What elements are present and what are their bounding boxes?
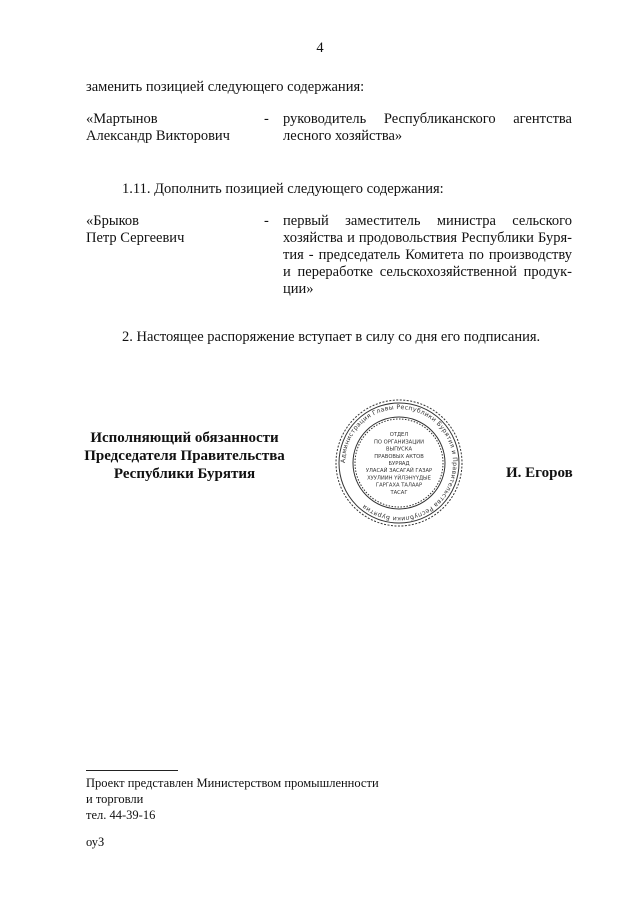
signature-title-line: Председателя Правительства [84, 448, 285, 464]
entry-name [86, 213, 261, 247]
seal-inner-text-line: ХУУЛИИН ҮЙЛЭНҮҮДЫЕ [367, 475, 431, 482]
seal-graphic [334, 398, 464, 528]
entry-name-line: Александр Викторович [86, 128, 230, 144]
entry-description [283, 111, 572, 145]
seal-inner-text-line: ПО ОРГАНИЗАЦИИ [373, 439, 425, 446]
entry-description-line: руководитель Республиканского агентства [283, 111, 572, 127]
entry-dash: - [264, 111, 269, 127]
intro-line: заменить позицией следующего содержания: [86, 79, 365, 95]
entry-description-line: ции» [283, 281, 314, 297]
footnote [86, 775, 379, 823]
seal-inner-text-line: ПРАВОВЫХ АКТОВ [374, 453, 424, 460]
entry-description-line: первый заместитель министра сельского [283, 213, 572, 229]
seal-inner-text-line: БУРЯАД [388, 461, 410, 467]
seal-inner-text-line: ОТДЕЛ [389, 432, 409, 439]
closing-paragraph: 2. Настоящее распоряжение вступает в силу со дня его подписания. [122, 329, 541, 345]
seal-inner-text-line: ВЫПУСКА [385, 446, 413, 453]
seal-outer-text: Администрация Главы Республики Бурятия и Правительства Республики Бурятия [339, 403, 459, 523]
entry-dash: - [264, 213, 269, 229]
signature-title-line: Республики Бурятия [113, 466, 256, 482]
entry-description-line: и переработке сельскохозяйственной продук- [283, 264, 572, 280]
signature-title-line: Исполняющий обязанности [90, 430, 279, 446]
footnote-line: и торговли [86, 792, 144, 806]
page-number: 4 [316, 40, 324, 56]
entry-name-line: «Брыков [86, 213, 139, 229]
entry-description-line: хозяйства и продовольствия Республики Буря- [283, 230, 572, 246]
entry-name-line: Петр Сергеевич [86, 230, 185, 246]
footnote-line: Проект представлен Министерством промышленности [86, 776, 379, 790]
entry-name-line: «Мартынов [86, 111, 158, 127]
footnote-line: тел. 44-39-16 [86, 808, 156, 822]
signature-title [82, 429, 287, 483]
entry-description [283, 213, 572, 298]
entry-name [86, 111, 261, 145]
seal-inner-text-line: ТАСАГ [390, 489, 408, 496]
entry-description-line: тия - председатель Комитета по производству [283, 247, 572, 263]
signer-name: И. Егоров [506, 465, 573, 481]
footnote-divider [86, 770, 178, 771]
official-seal [334, 398, 464, 528]
document-code: оуЗ [86, 835, 105, 849]
seal-inner-text-line: ГАРГАХА ТАЛААР [375, 482, 423, 489]
seal-inner-text-line: УЛАСАЙ ЗАСАГАЙ ГАЗАР [365, 468, 433, 475]
item-heading: 1.11. Дополнить позицией следующего содержания: [122, 181, 444, 197]
entry-description-line: лесного хозяйства» [283, 128, 403, 144]
